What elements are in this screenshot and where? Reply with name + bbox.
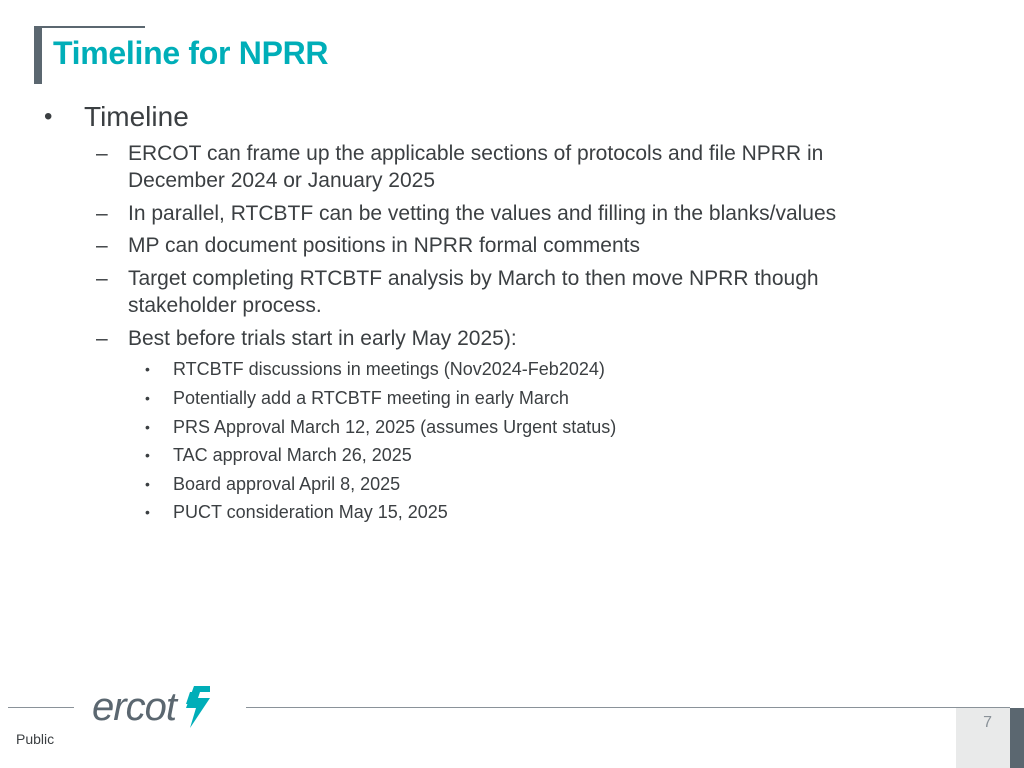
timeline-heading: Timeline: [84, 101, 189, 132]
dash-icon: –: [96, 202, 108, 225]
bullet-icon: •: [145, 504, 150, 520]
title-accent-bar: [34, 26, 42, 84]
ercot-logo: [92, 682, 214, 732]
bullet-icon: •: [44, 103, 53, 130]
dash-icon: –: [96, 142, 108, 165]
sub-list-item: PRS Approval March 12, 2025 (assumes Urgent status): [173, 417, 617, 437]
dash-icon: –: [96, 327, 108, 350]
title-accent-line: [42, 26, 145, 28]
classification-label: Public: [16, 731, 55, 747]
sub-list-item: PUCT consideration May 15, 2025: [173, 502, 448, 522]
dash-icon: –: [96, 267, 108, 290]
list-item: In parallel, RTCBTF can be vetting the values and filling in the blanks/values: [128, 202, 837, 225]
sub-list-item: TAC approval March 26, 2025: [173, 445, 412, 465]
footer-divider-right: [246, 707, 1010, 708]
bullet-icon: •: [145, 476, 150, 492]
bullet-icon: •: [145, 419, 150, 435]
lightning-bolt-icon: [180, 684, 214, 730]
bullet-icon: •: [145, 447, 150, 463]
page-number: 7: [983, 714, 992, 731]
sub-list-item: Board approval April 8, 2025: [173, 474, 401, 494]
bullet-icon: •: [145, 361, 150, 377]
sub-list-item: RTCBTF discussions in meetings (Nov2024-Feb2024): [173, 359, 605, 379]
list-item: Target completing RTCBTF analysis by March to then move NPRR though stakeholder process.: [128, 267, 819, 317]
list-item: Best before trials start in early May 2025):: [128, 327, 517, 350]
page-number-edge: [1010, 708, 1024, 768]
slide-title: Timeline for NPRR: [53, 35, 329, 71]
logo-text: ercot: [92, 685, 176, 729]
footer-divider-left: [8, 707, 74, 708]
bullet-icon: •: [145, 390, 150, 406]
list-item: ERCOT can frame up the applicable sections of protocols and file NPRR in December 2024 or January 2025: [128, 142, 824, 192]
sub-list-item: Potentially add a RTCBTF meeting in early March: [173, 388, 569, 408]
list-item: MP can document positions in NPRR formal comments: [128, 234, 640, 257]
dash-icon: –: [96, 234, 108, 257]
